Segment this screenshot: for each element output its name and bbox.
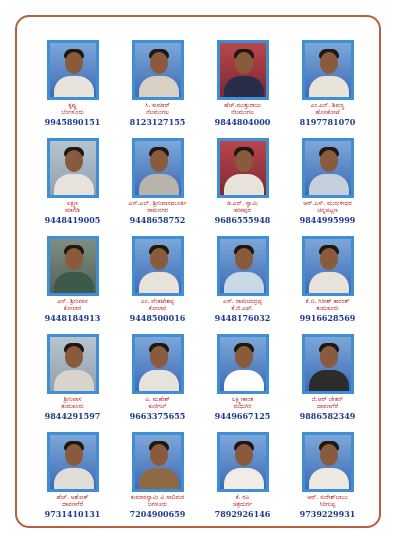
contact-name: ಆರ್.ಎಸ್. ಮುರುಳೀಧರ [303,200,352,207]
contact-card [115,432,200,530]
contact-place: ರಾಮನಗರ [147,207,168,214]
contact-card [200,138,285,236]
contact-phone: 9448419005 [44,215,101,225]
contact-place: ಬೆಂಗಳೂರು [61,109,84,116]
contact-name: ಸಿ. ಕುಮಾರ್ [145,102,170,109]
contact-place: ಕನಕಪುರ [234,207,251,214]
contact-place: ದಾವಣಗೆರೆ [316,403,338,410]
contact-name: ಎಸ್. ರಾಮಚಂದ್ರಪ್ಪ [223,298,262,305]
portrait-photo [302,138,354,198]
contact-name: ಎಂ. ವೆಂಕಟೇಶಪ್ಪ [140,298,175,305]
contact-place: ಕೆ.ಜಿ.ಎಫ್. [231,305,254,312]
portrait-photo [217,236,269,296]
portrait-photo [217,334,269,394]
contact-phone: 9731410131 [44,509,101,519]
contact-card [285,40,370,138]
contact-place: ಸಿರಿಗುಪ್ಪ [319,501,336,508]
contact-card [285,334,370,432]
contact-name: ಎಸ್.ಎಲ್. ಶ್ರೀನಿವಾಸಮೂರ್ತಿ [128,200,187,207]
contact-card [200,40,285,138]
contact-place: ನೆಲಮಂಗಲ [231,109,254,116]
contact-name: ಎಂ.ಎನ್. ಶಿವಣ್ಣ [310,102,345,109]
contact-place: ಮಧುಗಿರಿ [233,403,252,410]
portrait-photo [217,432,269,492]
contact-card [115,138,200,236]
contact-card [200,236,285,334]
portrait-photo [47,40,99,100]
portrait-photo [132,138,184,198]
portrait-photo [132,40,184,100]
portrait-photo [132,334,184,394]
contact-name: ಎಸ್. ಶ್ರೀನಿವಾಸ [57,298,88,305]
contact-name: ಕೃಷ್ಣ [68,102,77,109]
contact-place: ಚನ್ನಪಟ್ಟಣ [317,207,338,214]
contact-grid [30,40,370,530]
contact-place: ನೆಲಮಂಗಲ [146,109,169,116]
contact-place: ತುಮಕೂರು [316,305,339,312]
portrait-photo [217,138,269,198]
contact-card [115,236,200,334]
contact-place: ಚಿತ್ರದುರ್ಗ [232,501,253,508]
contact-phone: 9448658752 [129,215,186,225]
contact-place: ಕೋಲಾರ [63,305,82,312]
portrait-photo [302,432,354,492]
contact-card [115,40,200,138]
portrait-photo [217,40,269,100]
contact-phone: 9663375655 [129,411,186,421]
portrait-photo [302,334,354,394]
contact-name: ಜಿ.ಆರ್ ಚೇತನ್ [311,396,344,403]
contact-phone: 9844804000 [214,117,271,127]
contact-place: ಹೊಸಕೋಟೆ [315,109,340,116]
contact-name: ಲಕ್ಷ್ಮೀಕಾಂತ [231,396,254,403]
contact-name: ಡಿ.ಎನ್. ಸ್ವಾಮಿ [227,200,258,207]
contact-phone: 9739229931 [299,509,356,519]
contact-place: ಜಗಳೂರು [147,501,168,508]
contact-place: ದಾವಣಗೆರೆ [61,501,83,508]
contact-card [30,236,115,334]
portrait-photo [302,40,354,100]
contact-phone: 9886582349 [299,411,356,421]
contact-card [30,40,115,138]
contact-name: ಶ್ರೀನಿವಾಸ [63,396,82,403]
portrait-photo [47,432,99,492]
contact-name: ಹೆಚ್.ಮುತ್ತುರಾಜು [224,102,261,109]
contact-name: ಕುಮಾರಸ್ವಾಮಿ ವಿ ಸಾಲಿಮಠ [130,494,185,501]
contact-card [285,236,370,334]
contact-card [115,334,200,432]
contact-phone: 8197781070 [299,117,356,127]
contact-phone: 7892926146 [214,509,271,519]
portrait-photo [47,138,99,198]
contact-phone: 9945890151 [44,117,101,127]
contact-place: ಕುಣಿಗಲ್ [148,403,167,410]
portrait-photo [132,236,184,296]
contact-phone: 9448500016 [129,313,186,323]
contact-phone: 7204900659 [129,509,186,519]
contact-card [200,334,285,432]
contact-name: ಹೆಚ್. ಅಶೋಕ್ [56,494,89,501]
contact-card [200,432,285,530]
portrait-photo [132,432,184,492]
contact-phone: 8123127155 [129,117,186,127]
contact-card [285,138,370,236]
contact-phone: 9844995999 [299,215,356,225]
contact-place: ತುಮಕೂರು [61,403,84,410]
contact-phone: 9449667125 [214,411,271,421]
contact-place: ಮಾಗಡಿ [65,207,80,214]
contact-card [285,432,370,530]
contact-card [30,138,115,236]
contact-phone: 9448176032 [214,313,271,323]
contact-card [30,334,115,432]
portrait-photo [302,236,354,296]
contact-name: ಆರ್. ಸುರೇಶ್‌ಬಾಬು [307,494,348,501]
contact-name: ವಿ. ಮಹೇಶ್ [145,396,170,403]
portrait-photo [47,236,99,296]
contact-name: ಕೆ. ರವಿ [235,494,250,501]
contact-card [30,432,115,530]
contact-phone: 9448184913 [44,313,101,323]
contact-phone: 9686555948 [214,215,271,225]
contact-place: ಕೋಲಾರ [148,305,167,312]
contact-phone: 9916628569 [299,313,356,323]
portrait-photo [47,334,99,394]
contact-name: ಲಕ್ಷ್ಮಣ [66,200,79,207]
contact-phone: 9844291597 [44,411,101,421]
contact-name: ಕೆ.ಬಿ. ಗಿರೀಶ್ ಕಾರಂತ್ [305,298,350,305]
